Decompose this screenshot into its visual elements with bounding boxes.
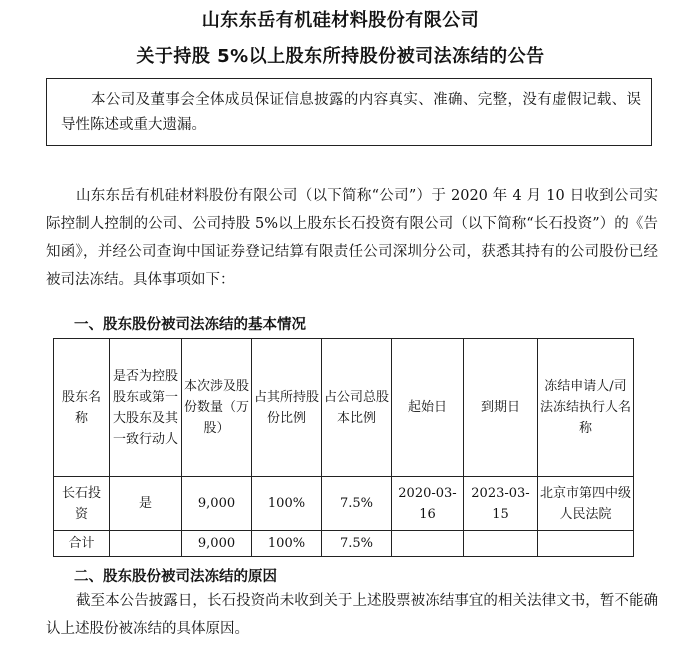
table-header-row — [54, 339, 634, 477]
header-shareholder-name: 股东名称 — [54, 339, 110, 477]
cell-is-controlling: 是 — [110, 477, 182, 531]
cell-total-pct-of-total: 7.5% — [322, 531, 392, 557]
board-guarantee-notice: 本公司及董事会全体成员保证信息披露的内容真实、准确、完整，没有虚假记载、误导性陈述或重大遗漏。 — [46, 78, 652, 146]
cell-pct-of-total: 7.5% — [322, 477, 392, 531]
header-end-date: 到期日 — [464, 339, 538, 477]
table-total-row — [54, 531, 634, 557]
cell-start-date: 2020-03-16 — [392, 477, 464, 531]
section-heading-basic-info: 一、股东股份被司法冻结的基本情况 — [74, 317, 306, 333]
intro-paragraph: 山东东岳有机硅材料股份有限公司（以下简称“公司”）于 2020 年 4 月 10 日收到公司实际控制人控制的公司、公司持股 5%以上股东长石投资有限公司（以下简称“长石投资”）的《告知函》，并经公司查询中国证券登记结算有限责任公司深圳分公司，获悉其持有的公司股份已经被司法冻结。具体事项如下： — [46, 188, 658, 288]
cell-total-share-count: 9,000 — [182, 531, 252, 557]
frozen-shares-table — [53, 338, 634, 557]
cell-total-blank — [110, 531, 182, 557]
header-share-count: 本次涉及股份数量（万股） — [182, 339, 252, 477]
header-applicant: 冻结申请人/司法冻结执行人名称 — [538, 339, 634, 477]
cell-applicant: 北京市第四中级人民法院 — [538, 477, 634, 531]
reason-paragraph: 截至本公告披露日，长石投资尚未收到关于上述股票被冻结事宜的相关法律文书，暂不能确认上述股份被冻结的具体原因。 — [46, 593, 658, 637]
company-name: 山东东岳有机硅材料股份有限公司 — [201, 10, 480, 31]
cell-share-count: 9,000 — [182, 477, 252, 531]
header-pct-of-holding: 占其所持股份比例 — [252, 339, 322, 477]
cell-total-blank — [538, 531, 634, 557]
header-is-controlling: 是否为控股股东或第一大股东及其一致行动人 — [110, 339, 182, 477]
cell-total-pct-of-holding: 100% — [252, 531, 322, 557]
cell-pct-of-holding: 100% — [252, 477, 322, 531]
cell-shareholder-name: 长石投资 — [54, 477, 110, 531]
announcement-title: 关于持股 5%以上股东所持股份被司法冻结的公告 — [136, 46, 545, 67]
cell-total-blank — [392, 531, 464, 557]
cell-total-label: 合计 — [54, 531, 110, 557]
cell-total-blank — [464, 531, 538, 557]
table-row — [54, 477, 634, 531]
header-start-date: 起始日 — [392, 339, 464, 477]
header-pct-of-total: 占公司总股本比例 — [322, 339, 392, 477]
cell-end-date: 2023-03-15 — [464, 477, 538, 531]
section-heading-reason: 二、股东股份被司法冻结的原因 — [74, 569, 277, 585]
